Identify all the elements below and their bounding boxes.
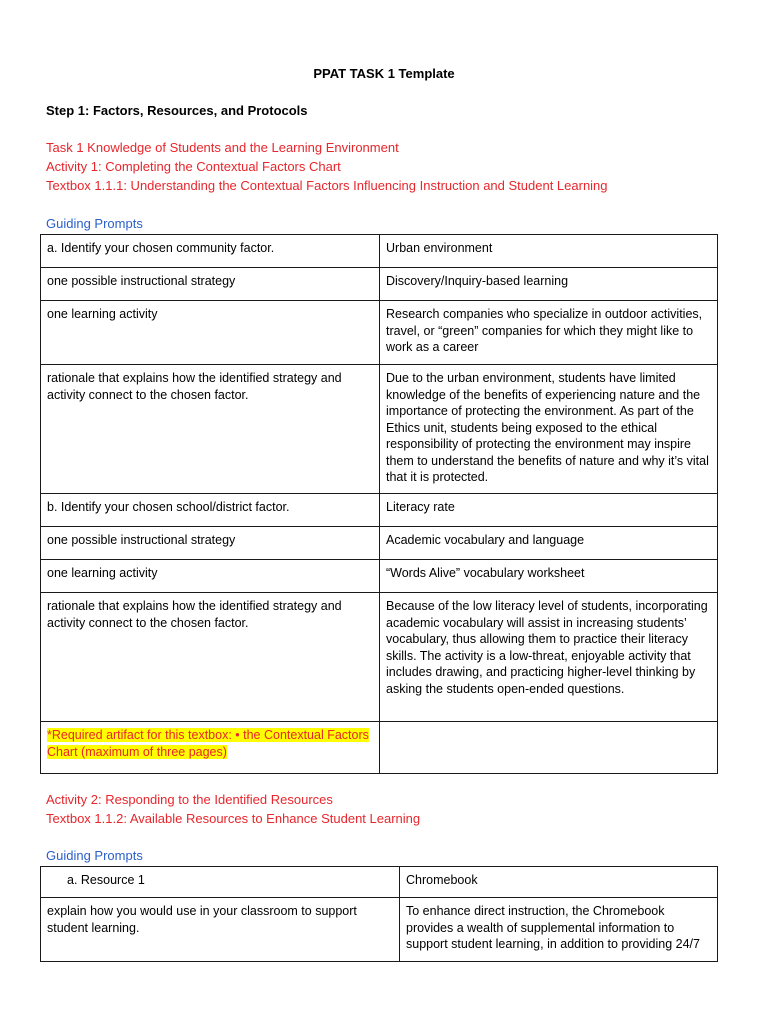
table-row bbox=[41, 560, 718, 593]
table-row bbox=[41, 593, 718, 722]
response-cell: Discovery/Inquiry-based learning bbox=[380, 268, 718, 301]
table-row bbox=[41, 867, 718, 898]
response-cell: Academic vocabulary and language bbox=[380, 527, 718, 560]
activity-2-heading: Activity 2: Responding to the Identified Resources bbox=[46, 792, 333, 807]
prompt-cell: a. Resource 1 bbox=[41, 867, 400, 898]
prompt-cell: one possible instructional strategy bbox=[41, 527, 380, 560]
guiding-prompts-label-1: Guiding Prompts bbox=[46, 216, 143, 231]
response-cell: Due to the urban environment, students have limited knowledge of the benefits of experiencing nature and the importance of protecting the environment. As part of the Ethics unit, students being exposed to the ethical responsibility of protecting the environment may inspire them to understand the benefits of nature and why it’s vital that it is protected. bbox=[380, 365, 718, 494]
prompt-cell: b. Identify your chosen school/district factor. bbox=[41, 494, 380, 527]
prompt-cell: one learning activity bbox=[41, 560, 380, 593]
activity-1-heading: Activity 1: Completing the Contextual Factors Chart bbox=[46, 159, 341, 174]
response-cell: Chromebook bbox=[400, 867, 718, 898]
prompt-cell: explain how you would use in your classroom to support student learning. bbox=[41, 898, 400, 962]
response-cell: “Words Alive” vocabulary worksheet bbox=[380, 560, 718, 593]
document-title: PPAT TASK 1 Template bbox=[313, 66, 455, 81]
response-cell bbox=[380, 722, 718, 774]
prompt-cell: rationale that explains how the identified strategy and activity connect to the chosen factor. bbox=[41, 365, 380, 494]
table-row bbox=[41, 268, 718, 301]
response-cell: Because of the low literacy level of students, incorporating academic vocabulary will assist in increasing students’ vocabulary, thus allowing them to practice their literacy skills. The activity is a low-threat, enjoyable activity that includes drawing, and practicing higher-level thinking by asking the students open-ended questions. bbox=[380, 593, 718, 722]
table-row bbox=[41, 898, 718, 962]
contextual-factors-table bbox=[40, 234, 718, 774]
response-cell: To enhance direct instruction, the Chromebook provides a wealth of supplemental information to support student learning, in addition to providing 24/7 bbox=[400, 898, 718, 962]
textbox-2-heading: Textbox 1.1.2: Available Resources to Enhance Student Learning bbox=[46, 811, 421, 826]
prompt-cell: rationale that explains how the identified strategy and activity connect to the chosen factor. bbox=[41, 593, 380, 722]
step-heading: Step 1: Factors, Resources, and Protocols bbox=[46, 103, 308, 118]
prompt-cell: a. Identify your chosen community factor. bbox=[41, 235, 380, 268]
response-cell: Research companies who specialize in outdoor activities, travel, or “green” companies for which they might like to work as a career bbox=[380, 301, 718, 365]
table-row bbox=[41, 494, 718, 527]
table-row bbox=[41, 722, 718, 774]
table-row bbox=[41, 235, 718, 268]
prompt-cell: one possible instructional strategy bbox=[41, 268, 380, 301]
prompt-cell: one learning activity bbox=[41, 301, 380, 365]
table-row bbox=[41, 527, 718, 560]
resources-table bbox=[40, 866, 718, 962]
required-artifact-cell bbox=[41, 722, 380, 774]
response-cell: Urban environment bbox=[380, 235, 718, 268]
guiding-prompts-label-2: Guiding Prompts bbox=[46, 848, 143, 863]
task-heading: Task 1 Knowledge of Students and the Learning Environment bbox=[46, 140, 399, 155]
table-row bbox=[41, 301, 718, 365]
required-artifact-note: *Required artifact for this textbox: • the Contextual Factors Chart (maximum of three pages) bbox=[47, 728, 369, 759]
textbox-1-heading: Textbox 1.1.1: Understanding the Contextual Factors Influencing Instruction and Student Learning bbox=[46, 178, 608, 193]
table-row bbox=[41, 365, 718, 494]
response-cell: Literacy rate bbox=[380, 494, 718, 527]
